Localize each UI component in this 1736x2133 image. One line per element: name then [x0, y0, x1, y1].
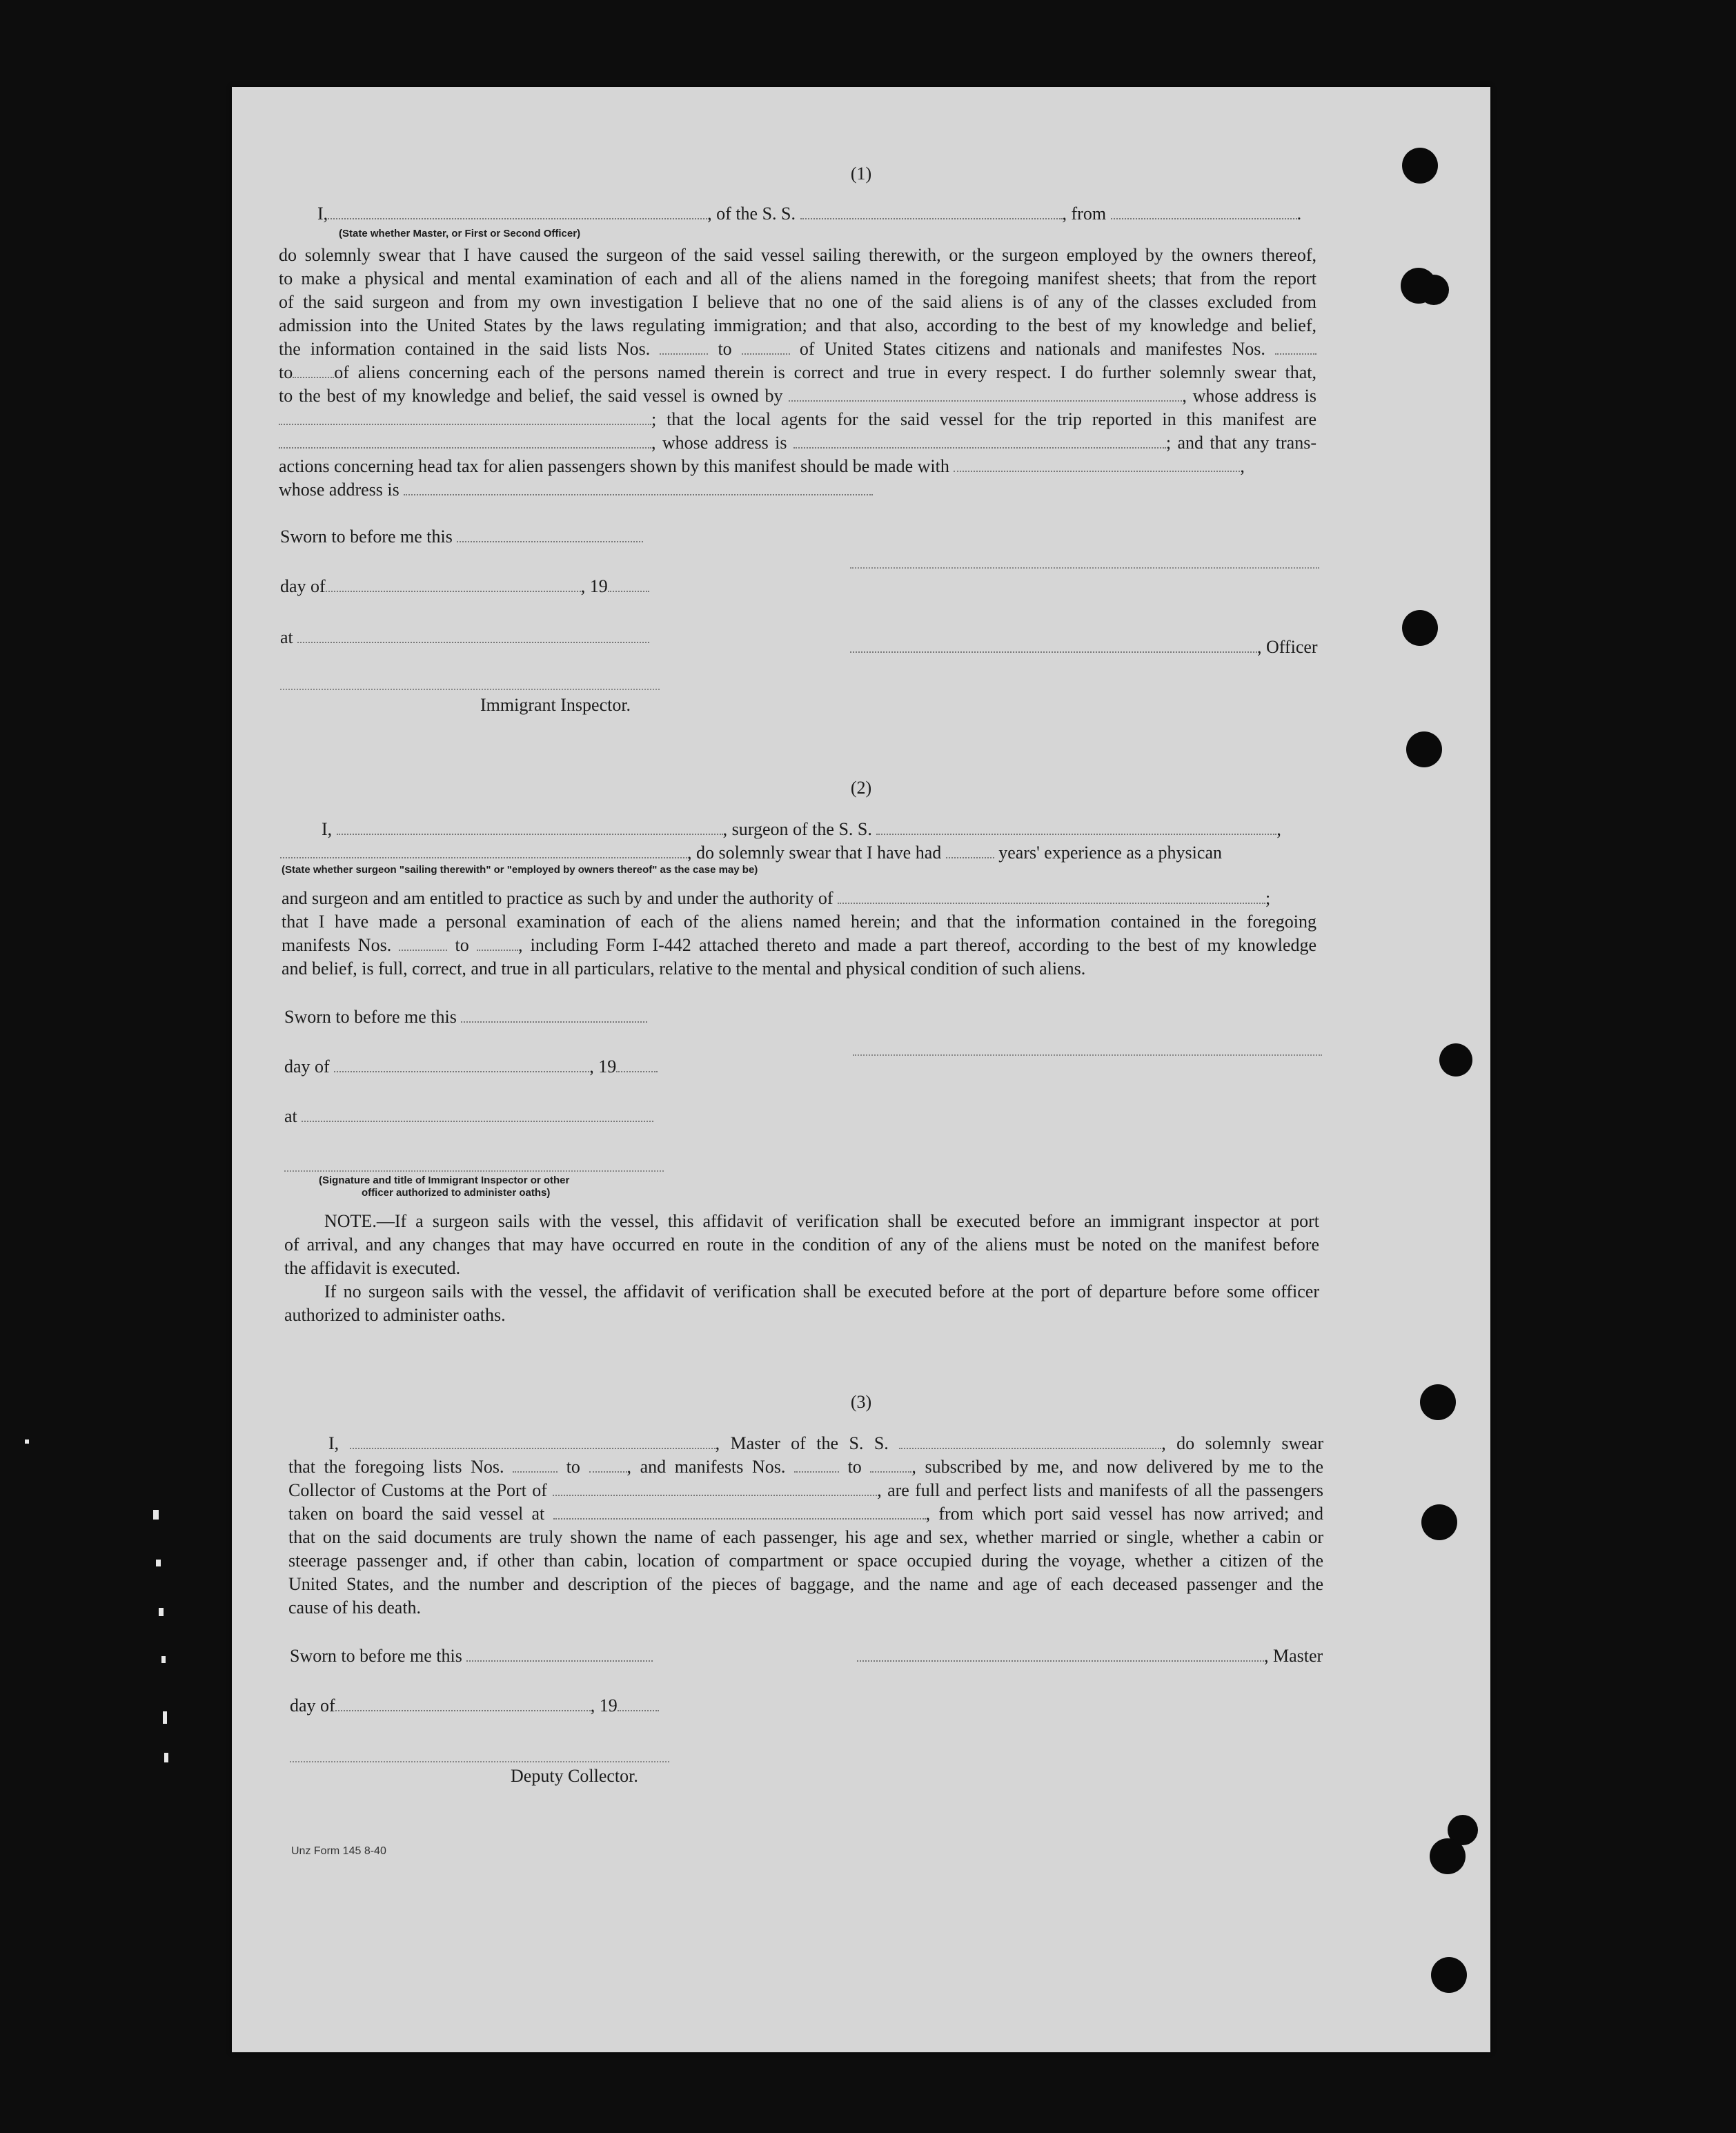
- local-agents-field[interactable]: [279, 433, 651, 449]
- s2-day-line: day of , 19: [284, 1056, 658, 1078]
- authority-field[interactable]: [838, 889, 1265, 904]
- s3-manifests-from-field[interactable]: [794, 1457, 839, 1473]
- surgeon-name-field[interactable]: [337, 820, 723, 835]
- s1-lists-line: the information contained in the said lists Nos. to of United States citizens and nationals and manifestes Nos.: [279, 338, 1316, 360]
- s1-para-line: admission into the United States by the laws regulating immigration; and that also, according to the best of my knowledge and belief,: [279, 315, 1316, 335]
- s2-note-line: NOTE.—If a surgeon sails with the vessel, this affidavit of verification shall be executed before an immigrant inspector at port: [324, 1211, 1319, 1231]
- s3-para-line: that on the said documents are truly shown the name of each passenger, his age and sex, whether married or single, whether a cabin or: [288, 1527, 1323, 1547]
- section-3-number: (3): [850, 1392, 872, 1412]
- punch-hole: [1439, 1043, 1472, 1077]
- s2-para-line: and belief, is full, correct, and true in all particulars, relative to the mental and physical condition of such aliens.: [282, 959, 1086, 979]
- head-tax-address-field[interactable]: [404, 480, 873, 495]
- form-number: Unz Form 145 8-40: [291, 1845, 386, 1857]
- s2-line-1: I, , surgeon of the S. S. ,: [322, 819, 1281, 839]
- s2-sworn-line: Sworn to before me this: [284, 1006, 647, 1028]
- s1-officer-note: (State whether Master, or First or Second Officer): [339, 228, 581, 239]
- s1-headtax-address-line: whose address is: [279, 479, 873, 501]
- s1-para-line: of the said surgeon and from my own investigation I believe that no one of the said aliens is of any of the classes excluded from: [279, 292, 1316, 312]
- s3-collector-line[interactable]: [290, 1761, 669, 1762]
- punch-hole: [1402, 148, 1438, 184]
- manifest-page: [232, 87, 1490, 2052]
- surgeon-status-field[interactable]: [280, 843, 687, 858]
- s2-note-line: authorized to administer oaths.: [284, 1305, 506, 1325]
- s2-sworn-field[interactable]: [461, 1007, 647, 1023]
- s1-line-1: I, , of the S. S. , from .: [317, 204, 1302, 224]
- master-signature-field[interactable]: [857, 1647, 1264, 1662]
- s3-lists-to-field[interactable]: [589, 1457, 627, 1473]
- s2-inspector-line[interactable]: [284, 1170, 664, 1172]
- s2-manifests-line: manifests Nos. to , including Form I-442 attached thereto and made a part thereof, according to the best of my knowledge: [282, 935, 1317, 955]
- scan-speck: [153, 1510, 159, 1520]
- from-port-field[interactable]: [1111, 204, 1297, 219]
- punch-hole: [1402, 610, 1438, 646]
- s2-manifest-to-field[interactable]: [477, 936, 518, 951]
- s3-para-line: steerage passenger and, if other than cabin, location of compartment or space occupied during the voyage, whether a citizen of the: [288, 1551, 1323, 1571]
- s3-line-3: Collector of Customs at the Port of , are full and perfect lists and manifests of all the passengers: [288, 1480, 1323, 1500]
- punch-hole: [1419, 275, 1449, 305]
- years-experience-field[interactable]: [946, 843, 994, 858]
- scan-speck: [159, 1608, 164, 1616]
- s3-para-line: United States, and the number and description of the pieces of baggage, and the name and age of each deceased passenger and the: [288, 1574, 1323, 1594]
- scan-speck: [156, 1560, 161, 1566]
- s1-inspector-label: Immigrant Inspector.: [480, 695, 631, 715]
- s3-year-field[interactable]: [618, 1696, 659, 1711]
- master-name-field[interactable]: [350, 1434, 716, 1449]
- s2-at-line: at: [284, 1105, 653, 1128]
- punch-hole: [1406, 731, 1442, 767]
- scan-speck: [164, 1753, 168, 1762]
- section-2-number: (2): [850, 778, 872, 798]
- s2-note-line: the affidavit is executed.: [284, 1258, 461, 1278]
- citizen-list-from-field[interactable]: [660, 340, 708, 355]
- s1-aliens-line: to of aliens concerning each of the persons named therein is correct and true in every respect. I do further solemnly swear that,: [279, 362, 1316, 382]
- punch-hole: [1421, 1504, 1457, 1540]
- s2-note-line: of arrival, and any changes that may have occurred en route in the condition of any of the aliens must be noted on the manifest before: [284, 1235, 1319, 1255]
- s1-inspector-line[interactable]: [280, 689, 660, 690]
- s2-sig-caption-2: officer authorized to administer oaths): [362, 1187, 551, 1199]
- s2-signature-line[interactable]: [853, 1054, 1322, 1056]
- s3-deputy-label: Deputy Collector.: [511, 1766, 638, 1786]
- scan-speck: [25, 1439, 29, 1444]
- citizen-list-to-field[interactable]: [742, 340, 790, 355]
- s1-owner-line: to the best of my knowledge and belief, the said vessel is owned by , whose address is: [279, 386, 1317, 406]
- s3-sworn-field[interactable]: [466, 1647, 653, 1662]
- punch-hole: [1431, 1957, 1467, 1993]
- s1-sworn-field[interactable]: [457, 527, 643, 542]
- agents-address-field[interactable]: [793, 433, 1166, 449]
- s3-manifests-to-field[interactable]: [870, 1457, 911, 1473]
- scan-speck: [161, 1656, 166, 1663]
- s3-sworn-line: Sworn to before me this: [290, 1645, 653, 1667]
- s1-officer-line: , Officer: [850, 636, 1318, 658]
- s3-lists-from-field[interactable]: [513, 1457, 558, 1473]
- s2-year-field[interactable]: [616, 1057, 658, 1072]
- s3-master-line: , Master: [857, 1645, 1323, 1667]
- head-tax-contact-field[interactable]: [954, 457, 1240, 472]
- s2-para-line: that I have made a personal examination of each of the aliens named herein; and that the information contained in the foregoing: [282, 912, 1316, 932]
- s2-day-field[interactable]: [334, 1057, 589, 1072]
- s1-year-field[interactable]: [608, 577, 649, 592]
- s1-agents-line: ; that the local agents for the said vessel for the trip reported in this manifest are: [279, 409, 1316, 431]
- s1-day-line: day of , 19: [280, 576, 649, 598]
- officer-field[interactable]: [328, 204, 707, 219]
- manifest-to-field[interactable]: [293, 363, 334, 378]
- s3-line-1: I, , Master of the S. S. , do solemnly swear: [328, 1433, 1324, 1453]
- s3-day-field[interactable]: [335, 1696, 591, 1711]
- s3-vessel-field[interactable]: [899, 1434, 1161, 1449]
- s2-note-line: If no surgeon sails with the vessel, the affidavit of verification shall be executed before at the port of departure before some officer: [324, 1281, 1319, 1301]
- s1-para-line: to make a physical and mental examination of each and all of the aliens named in the foregoing manifest sheets; that from the report: [279, 268, 1316, 288]
- owner-address-field[interactable]: [279, 410, 651, 425]
- s2-manifest-from-field[interactable]: [399, 936, 447, 951]
- scan-speck: [163, 1711, 167, 1724]
- s2-surgeon-note: (State whether surgeon "sailing therewith" or "employed by owners thereof" as the case may be): [282, 864, 758, 876]
- owner-field[interactable]: [789, 386, 1182, 402]
- s1-day-field[interactable]: [326, 577, 581, 592]
- s1-sworn-line: Sworn to before me this: [280, 526, 643, 548]
- s1-headtax-line: actions concerning head tax for alien passengers shown by this manifest should be made with ,: [279, 456, 1245, 476]
- manifest-from-field[interactable]: [1275, 340, 1316, 355]
- punch-hole: [1420, 1384, 1456, 1420]
- vessel-name-field[interactable]: [800, 204, 1063, 219]
- s2-vessel-field[interactable]: [876, 820, 1276, 835]
- s3-line-2: that the foregoing lists Nos. to , and manifests Nos. to , subscribed by me, and now delivered by me to the: [288, 1457, 1324, 1477]
- s1-at-field[interactable]: [297, 628, 649, 643]
- s1-para-line: do solemnly swear that I have caused the surgeon of the said vessel sailing therewith, or the surgeon employed by the owners thereof,: [279, 245, 1316, 265]
- s2-line-2: , do solemnly swear that I have had years' experience as a physican: [280, 842, 1222, 864]
- s1-signature-line[interactable]: [850, 567, 1319, 569]
- s2-sig-caption-1: (Signature and title of Immigrant Inspector or other: [319, 1174, 570, 1186]
- taken-on-board-at-field[interactable]: [553, 1504, 926, 1520]
- s1-agents-address-line: , whose address is ; and that any trans-: [279, 432, 1316, 454]
- section-1-number: (1): [850, 164, 872, 184]
- punch-hole: [1430, 1838, 1466, 1874]
- s3-line-4: taken on board the said vessel at , from which port said vessel has now arrived; and: [288, 1504, 1324, 1524]
- s2-at-field[interactable]: [302, 1107, 653, 1122]
- port-of-field[interactable]: [553, 1481, 877, 1496]
- s3-day-line: day of , 19: [290, 1695, 659, 1717]
- s1-at-line: at: [280, 627, 649, 649]
- s3-para-line: cause of his death.: [288, 1598, 422, 1618]
- s1-officer-signature-field[interactable]: [850, 638, 1257, 653]
- s2-line-3: and surgeon and am entitled to practice as such by and under the authority of ;: [282, 888, 1271, 908]
